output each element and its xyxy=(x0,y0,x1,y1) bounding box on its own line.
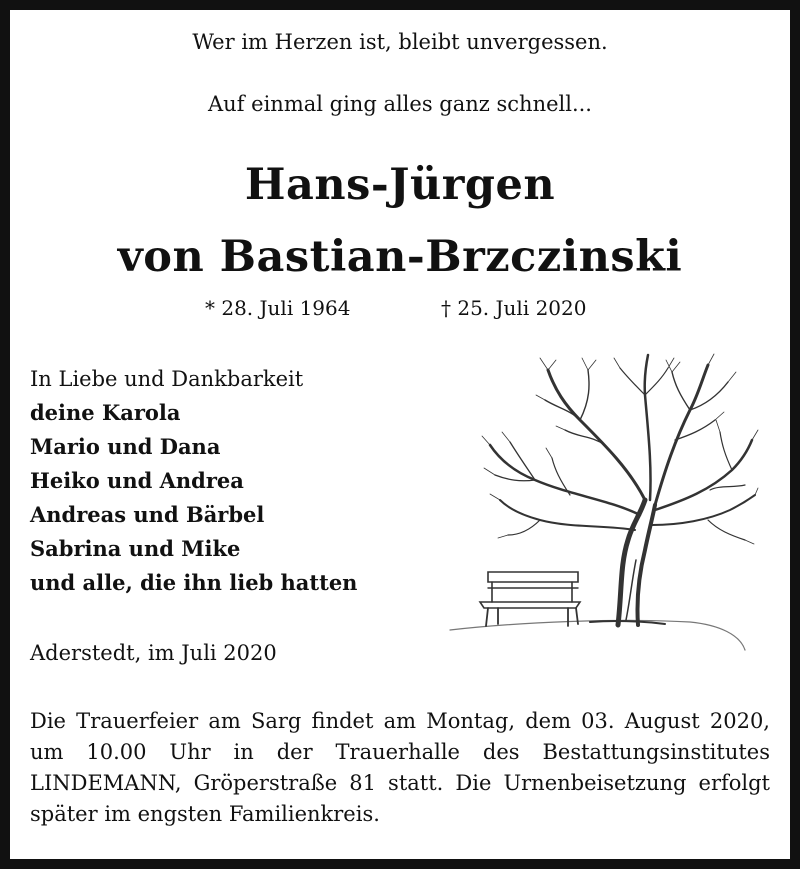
motto-line-2: Auf einmal ging alles ganz schnell... xyxy=(208,92,592,116)
place-and-date: Aderstedt, im Juli 2020 xyxy=(30,641,277,665)
deceased-last-name: von Bastian-Brzczinski xyxy=(117,232,683,282)
mourner-entry: Sabrina und Mike xyxy=(30,536,241,561)
mourner-entry: Heiko und Andrea xyxy=(30,468,244,493)
funeral-notice: Die Trauerfeier am Sarg findet am Montag, dem 03. August 2020, um 10.00 Uhr in der Trauerhalle des Bestattungsinstitutes LINDEMANN, Gröperstraße 81 statt. Die Urnenbeisetzung erfolgt später im engsten Familienkreis. xyxy=(30,709,770,826)
motto-line-1: Wer im Herzen ist, bleibt unvergessen. xyxy=(192,30,608,54)
mourner-entry: Andreas und Bärbel xyxy=(30,502,265,527)
tree-and-bench-illustration xyxy=(440,350,760,660)
birth-date: * 28. Juli 1964 xyxy=(205,296,351,320)
mourner-entry: deine Karola xyxy=(30,400,181,425)
mourner-entry: und alle, die ihn lieb hatten xyxy=(30,570,358,595)
mourners-list xyxy=(30,362,357,600)
deceased-first-name: Hans-Jürgen xyxy=(244,160,556,210)
mourners-intro: In Liebe und Dankbarkeit xyxy=(30,367,304,391)
mourner-entry: Mario und Dana xyxy=(30,434,221,459)
death-date: † 25. Juli 2020 xyxy=(441,296,587,320)
